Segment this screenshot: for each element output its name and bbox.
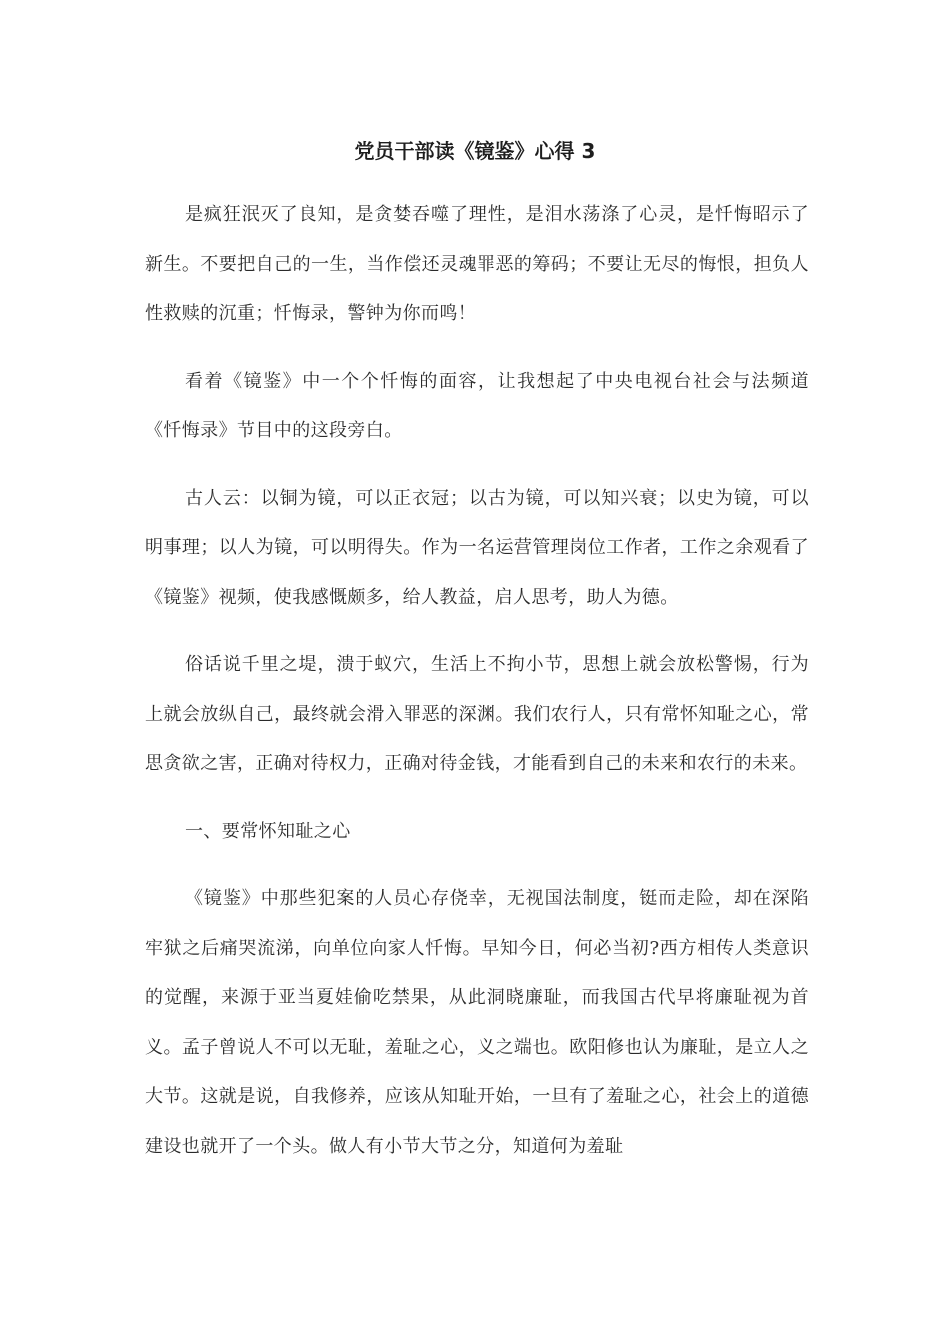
document-title: 党员干部读《镜鉴》心得 3 <box>354 139 596 163</box>
document-body <box>145 190 809 1189</box>
paragraph: 《镜鉴》中那些犯案的人员心存侥幸，无视国法制度，铤而走险，却在深陷牢狱之后痛哭流涕，向单位向家人忏悔。早知今日，何必当初?西方相传人类意识的觉醒，来源于亚当夏娃偷吃禁果，从此洞晓廉耻，而我国古代早将廉耻视为首义。孟子曾说人不可以无耻，羞耻之心，义之端也。欧阳修也认为廉耻，是立人之大节。这就是说，自我修养，应该从知耻开始，一旦有了羞耻之心，社会上的道德建设也就开了一个头。做人有小节大节之分，知道何为羞耻 <box>145 888 809 1157</box>
paragraph: 是疯狂泯灭了良知，是贪婪吞噬了理性，是泪水荡涤了心灵，是忏悔昭示了新生。不要把自己的一生，当作偿还灵魂罪恶的筹码；不要让无尽的悔恨，担负人性救赎的沉重；忏悔录，警钟为你而鸣！ <box>145 204 809 324</box>
section-heading: 一、要常怀知耻之心 <box>185 820 351 842</box>
paragraph: 俗话说千里之堤，溃于蚁穴，生活上不拘小节，思想上就会放松警惕，行为上就会放纵自己，最终就会滑入罪恶的深渊。我们农行人，只有常怀知耻之心，常思贪欲之害，正确对待权力，正确对待金钱，才能看到自己的未来和农行的未来。 <box>145 654 809 774</box>
paragraph: 古人云：以铜为镜，可以正衣冠；以古为镜，可以知兴衰；以史为镜，可以明事理；以人为镜，可以明得失。作为一名运营管理岗位工作者，工作之余观看了《镜鉴》视频，使我感慨颇多，给人教益，启人思考，助人为德。 <box>145 487 809 608</box>
paragraph: 看着《镜鉴》中一个个忏悔的面容，让我想起了中央电视台社会与法频道《忏悔录》节目中的这段旁白。 <box>145 370 809 441</box>
